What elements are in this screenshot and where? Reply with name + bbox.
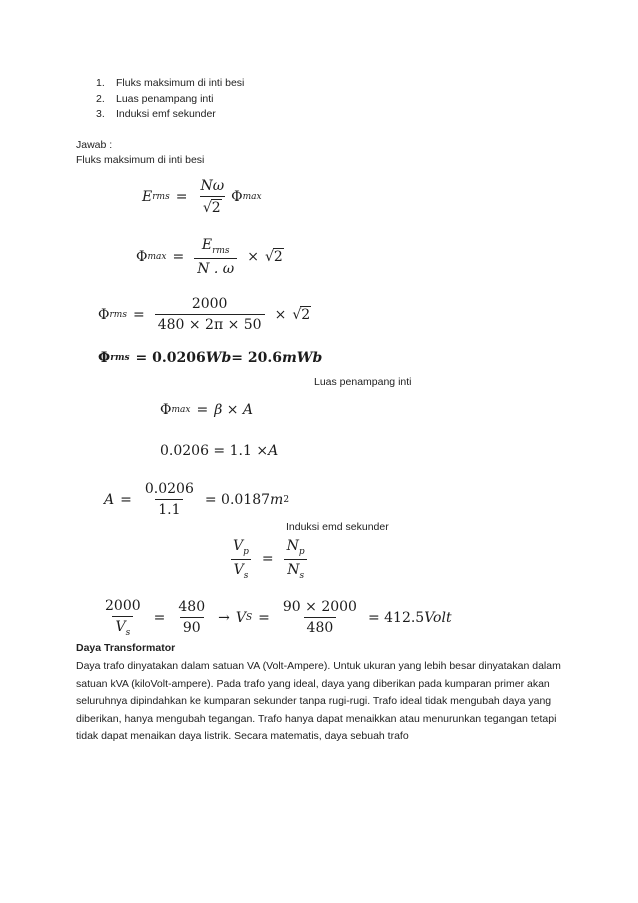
eq-unit: mWb xyxy=(281,350,323,366)
eq-equals: = xyxy=(261,551,274,568)
eq-denominator xyxy=(284,559,307,581)
sqrt-radicand: 2 xyxy=(301,307,311,323)
eq-sub: S xyxy=(245,612,253,623)
eq-text: = 412.5 xyxy=(367,609,425,626)
area-heading: Luas penampang inti xyxy=(314,376,412,388)
list-item xyxy=(96,76,244,92)
sqrt: √ 2 xyxy=(202,200,221,216)
eq-arrow: → xyxy=(218,609,230,626)
sqrt: √ 2 xyxy=(292,307,311,323)
eq-denominator xyxy=(231,559,252,581)
eq-numerator xyxy=(284,538,308,559)
eq-numerator: 2000 xyxy=(191,296,228,312)
equation-ratio xyxy=(226,538,312,581)
eq-symbol: A xyxy=(268,443,279,459)
eq-equals: = xyxy=(258,609,270,626)
section-title: Daya Transformator xyxy=(76,642,176,654)
eq-sub: s xyxy=(299,570,305,581)
list-item xyxy=(96,92,244,108)
eq-sub: s xyxy=(125,627,131,638)
eq-text: 0.0206 = 1.1 × xyxy=(160,443,269,459)
eq-numerator: 0.0206 xyxy=(144,481,194,497)
list-text: Fluks maksimum di inti besi xyxy=(116,77,245,89)
eq-fraction xyxy=(155,296,265,333)
eq-fraction xyxy=(284,538,308,581)
eq-denominator: 480 × 2π × 50 xyxy=(155,314,265,333)
eq-fraction xyxy=(197,178,227,216)
list-item xyxy=(96,107,244,123)
equation-phi-beta xyxy=(160,402,253,418)
eq-fraction xyxy=(142,481,197,518)
eq-denominator: N . ω xyxy=(194,258,237,277)
eq-numerator xyxy=(230,538,252,559)
sqrt-radicand: 2 xyxy=(273,249,283,266)
eq-symbol: Φ xyxy=(98,306,110,323)
eq-numerator: 2000 xyxy=(105,598,141,614)
eq-numerator: Nω xyxy=(200,178,225,194)
eq-denominator: 90 xyxy=(180,617,204,636)
flux-heading: Fluks maksimum di inti besi xyxy=(76,154,205,166)
eq-times: × xyxy=(247,248,259,265)
eq-sub: p xyxy=(243,546,249,557)
eq-symbol: V xyxy=(235,609,246,626)
eq-symbol: Φ xyxy=(160,402,172,418)
eq-sub: rms xyxy=(110,353,130,363)
eq-symbol: N xyxy=(287,561,300,578)
eq-equals: = xyxy=(175,189,188,205)
eq-symbol: E xyxy=(142,189,153,205)
sqrt-radicand: 2 xyxy=(211,200,221,216)
eq-fraction xyxy=(194,237,237,277)
eq-denominator: 480 xyxy=(304,617,337,636)
eq-symbol: A xyxy=(104,491,115,508)
equation-phi-result xyxy=(98,350,322,366)
eq-symbol: Φ xyxy=(136,248,148,265)
eq-sub: max xyxy=(242,192,262,202)
eq-sub: rms xyxy=(212,245,230,256)
eq-sub: p xyxy=(298,546,305,557)
jawab-label: Jawab : xyxy=(76,139,113,151)
sqrt: √ 2 xyxy=(264,249,283,266)
body-paragraph: Daya trafo dinyatakan dalam satuan VA (Volt-Ampere). Untuk ukuran yang lebih besar dinyatakan dalam satuan kVA (kiloVolt-ampere). Pada trafo yang ideal, daya yang diberikan pada kumparan primer akan seluruhnya dipindahkan ke kumparan sekunder tanpa rugi-rugi. Trafo ideal tidak mengubah daya yang diberikan, hanya mengubah tegangan. Trafo hanya dapat menaikkan atau menurunkan tegangan tetapi tidak dapat menaikan daya listrik. Secara matematis, daya sebuah trafo xyxy=(76,660,561,742)
eq-text: = 0.0206 xyxy=(135,350,206,366)
eq-denominator xyxy=(200,196,225,216)
equation-phi-max xyxy=(136,237,284,277)
eq-numerator: 90 × 2000 xyxy=(282,599,357,616)
equation-vs-result xyxy=(98,598,452,638)
eq-exponent: 2 xyxy=(283,494,290,505)
eq-unit: Volt xyxy=(424,609,452,626)
equation-area-sub xyxy=(160,443,278,459)
eq-sub: max xyxy=(171,405,191,415)
eq-equals: = xyxy=(120,491,132,508)
list-number: 2. xyxy=(96,92,105,105)
eq-equals: = xyxy=(132,306,145,323)
eq-text: = 0.0187 xyxy=(204,491,271,508)
list-text: Luas penampang inti xyxy=(116,92,214,105)
equation-phi-rms xyxy=(98,296,311,333)
eq-sub: rms xyxy=(109,309,127,320)
eq-sub: max xyxy=(147,251,167,262)
eq-symbol: V xyxy=(115,619,126,635)
eq-text: = 20.6 xyxy=(231,350,282,366)
eq-fraction xyxy=(280,599,360,636)
eq-unit: Wb xyxy=(205,350,232,366)
question-list xyxy=(96,76,244,123)
eq-denominator: 1.1 xyxy=(155,499,183,518)
equation-area-result xyxy=(104,481,289,518)
eq-symbol: V xyxy=(233,538,244,554)
eq-fraction xyxy=(230,538,252,581)
eq-equals: = xyxy=(196,402,209,418)
eq-fraction xyxy=(102,598,144,638)
eq-symbol: N xyxy=(286,538,299,554)
emf-heading: Induksi emd sekunder xyxy=(286,521,389,533)
eq-sub: rms xyxy=(152,192,170,202)
list-number: 1. xyxy=(96,77,105,89)
eq-equals: = xyxy=(172,248,185,265)
eq-equals: = xyxy=(153,609,166,626)
eq-times: × xyxy=(274,306,287,323)
eq-fraction xyxy=(175,599,208,636)
eq-symbol: Φ xyxy=(98,350,111,366)
eq-numerator: 480 xyxy=(178,599,206,616)
eq-numerator xyxy=(199,237,233,258)
eq-symbol: V xyxy=(233,561,244,578)
eq-symbol: E xyxy=(201,237,213,253)
list-text: Induksi emf sekunder xyxy=(116,108,216,120)
eq-symbol: Φ xyxy=(231,189,243,205)
eq-text: β × A xyxy=(214,402,254,418)
eq-denominator xyxy=(112,616,133,638)
equation-erms xyxy=(142,178,262,216)
list-number: 3. xyxy=(96,108,105,120)
eq-unit: m xyxy=(270,491,284,508)
eq-sub: s xyxy=(243,570,249,581)
